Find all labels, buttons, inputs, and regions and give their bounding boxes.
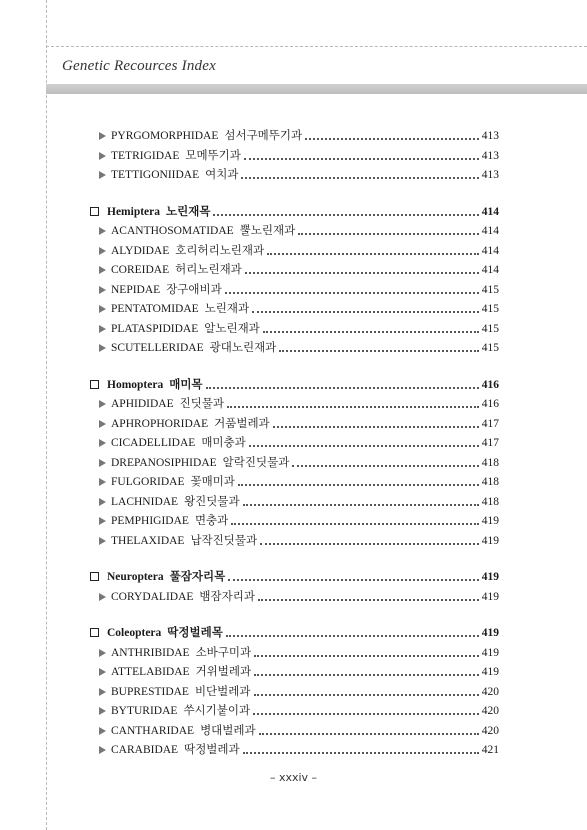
triangle-bullet-icon: [99, 727, 106, 735]
dot-leader: [231, 523, 478, 525]
toc-section-hemiptera[interactable]: [90, 201, 499, 219]
family-name: PLATASPIDIDAE: [111, 322, 199, 335]
header-rule-bar: [46, 84, 587, 94]
entry-page-number: 419: [481, 590, 499, 603]
section-page-number: 416: [481, 378, 499, 391]
entry-page-number: 417: [481, 417, 499, 430]
dot-leader: [226, 635, 479, 637]
triangle-bullet-icon: [99, 344, 106, 352]
family-name: ATTELABIDAE: [111, 666, 190, 678]
family-korean-name: 허리노린재과: [175, 264, 242, 276]
family-korean-name: 장구애비과: [166, 283, 222, 296]
checkbox-square-icon: [90, 207, 99, 216]
section-page-number: 419: [481, 627, 499, 639]
triangle-bullet-icon: [99, 439, 106, 447]
dot-leader: [245, 272, 479, 274]
family-korean-name: 섬서구메뚜기과: [224, 130, 303, 142]
family-name: DREPANOSIPHIDAE: [111, 456, 217, 469]
family-name: APHIDIDAE: [111, 398, 174, 410]
dot-leader: [267, 253, 479, 255]
triangle-bullet-icon: [99, 517, 106, 525]
entry-page-number: 419: [481, 515, 499, 527]
dot-leader: [253, 713, 479, 715]
triangle-bullet-icon: [99, 688, 106, 696]
family-korean-name: 병대벌레과: [200, 724, 256, 737]
toc-entry[interactable]: [99, 145, 499, 163]
entry-page-number: 415: [481, 342, 499, 354]
toc-entry[interactable]: [99, 259, 499, 277]
triangle-bullet-icon: [99, 247, 106, 255]
toc-entry[interactable]: [99, 298, 499, 316]
family-korean-name: 알노린재과: [204, 322, 260, 335]
toc-entry[interactable]: [99, 452, 499, 470]
family-name: CORYDALIDAE: [111, 590, 194, 603]
running-header-title: Genetic Recources Index: [62, 58, 216, 74]
toc-entry[interactable]: [99, 393, 499, 411]
section-name: Hemiptera: [107, 205, 161, 218]
section-name: Homoptera: [107, 378, 164, 391]
entry-page-number: 421: [481, 744, 499, 756]
family-name: TETRIGIDAE: [111, 149, 180, 162]
left-margin-guide: [46, 0, 47, 830]
dot-leader: [227, 406, 479, 408]
triangle-bullet-icon: [99, 537, 106, 545]
dot-leader: [260, 543, 479, 545]
dot-leader: [243, 752, 479, 754]
section-korean-name: 매미목: [169, 378, 203, 391]
triangle-bullet-icon: [99, 459, 106, 467]
checkbox-square-icon: [90, 572, 99, 581]
entry-page-number: 417: [481, 437, 499, 449]
toc-entry[interactable]: [99, 337, 499, 355]
dot-leader: [292, 465, 478, 467]
triangle-bullet-icon: [99, 593, 106, 601]
dot-leader: [249, 445, 479, 447]
dot-leader: [263, 331, 479, 333]
triangle-bullet-icon: [99, 478, 106, 486]
dot-leader: [228, 579, 479, 581]
family-korean-name: 납작진딧물과: [190, 534, 258, 547]
section-page-number: 414: [481, 205, 499, 218]
toc-entry[interactable]: [99, 164, 499, 182]
triangle-bullet-icon: [99, 171, 106, 179]
entry-page-number: 419: [481, 666, 499, 678]
toc-entry[interactable]: [99, 510, 499, 528]
toc-section-neuroptera[interactable]: [90, 566, 499, 584]
family-name: BUPRESTIDAE: [111, 685, 189, 698]
dot-leader: [273, 426, 479, 428]
dot-leader: [206, 387, 479, 389]
family-name: ANTHRIBIDAE: [111, 646, 190, 659]
checkbox-square-icon: [90, 380, 99, 389]
triangle-bullet-icon: [99, 649, 106, 657]
checkbox-square-icon: [90, 628, 99, 637]
entry-page-number: 420: [481, 685, 499, 698]
section-korean-name: 노린재목: [166, 205, 211, 218]
dot-leader: [225, 292, 479, 294]
family-name: LACHNIDAE: [111, 495, 179, 508]
toc-entry[interactable]: [99, 642, 499, 660]
family-name: CANTHARIDAE: [111, 724, 195, 737]
family-korean-name: 소바구미과: [195, 646, 252, 659]
triangle-bullet-icon: [99, 707, 106, 715]
family-korean-name: 뱀잠자리과: [199, 590, 255, 603]
toc-entry[interactable]: [99, 125, 499, 143]
family-name: NEPIDAE: [111, 283, 161, 296]
family-name: BYTURIDAE: [111, 705, 178, 717]
section-korean-name: 풀잠자리목: [169, 571, 226, 583]
family-name: CICADELLIDAE: [111, 437, 196, 449]
entry-page-number: 413: [481, 149, 499, 162]
toc-entry[interactable]: [99, 661, 499, 679]
dot-leader: [254, 674, 479, 676]
dot-leader: [213, 214, 478, 216]
family-korean-name: 쑤시기붙이과: [183, 705, 251, 717]
family-korean-name: 비단벌레과: [194, 685, 251, 698]
entry-page-number: 414: [481, 244, 499, 257]
entry-page-number: 414: [481, 225, 499, 237]
family-name: CARABIDAE: [111, 744, 179, 756]
family-korean-name: 모메뚜기과: [185, 149, 241, 162]
family-name: APHROPHORIDAE: [111, 417, 209, 430]
family-korean-name: 광대노린재과: [209, 342, 277, 354]
family-korean-name: 매미충과: [201, 437, 246, 449]
toc-entry[interactable]: [99, 413, 499, 431]
entry-page-number: 414: [481, 264, 499, 276]
family-korean-name: 거품벌레과: [214, 417, 270, 430]
triangle-bullet-icon: [99, 668, 106, 676]
dot-leader: [258, 599, 479, 601]
family-korean-name: 알락진딧물과: [222, 456, 290, 469]
toc-section-coleoptera[interactable]: [90, 622, 499, 640]
family-korean-name: 호리허리노린재과: [175, 244, 265, 257]
toc-entry[interactable]: [99, 318, 499, 336]
triangle-bullet-icon: [99, 420, 106, 428]
family-korean-name: 뿔노린재과: [239, 225, 296, 237]
dot-leader: [259, 733, 479, 735]
entry-page-number: 419: [481, 646, 499, 659]
family-name: FULGORIDAE: [111, 476, 185, 488]
triangle-bullet-icon: [99, 746, 106, 754]
toc-entry[interactable]: [99, 681, 499, 699]
section-page-number: 419: [481, 571, 499, 583]
family-korean-name: 면충과: [194, 515, 229, 527]
entry-page-number: 418: [481, 495, 499, 508]
page-number: – xxxiv –: [269, 771, 318, 784]
entry-page-number: 420: [481, 705, 499, 717]
section-name: Neuroptera: [107, 571, 164, 583]
toc-entry[interactable]: [99, 586, 499, 604]
family-name: SCUTELLERIDAE: [111, 342, 204, 354]
family-name: PENTATOMIDAE: [111, 303, 199, 315]
dot-leader: [241, 177, 478, 179]
triangle-bullet-icon: [99, 286, 106, 294]
dot-leader: [254, 694, 479, 696]
toc-entry[interactable]: [99, 240, 499, 258]
toc-entry[interactable]: [99, 491, 499, 509]
entry-page-number: 418: [481, 476, 499, 488]
triangle-bullet-icon: [99, 400, 106, 408]
toc-entry[interactable]: [99, 471, 499, 489]
family-korean-name: 왕진딧물과: [184, 495, 240, 508]
triangle-bullet-icon: [99, 325, 106, 333]
family-korean-name: 거위벌레과: [195, 666, 252, 678]
dot-leader: [254, 655, 479, 657]
triangle-bullet-icon: [99, 152, 106, 160]
section-name: Coleoptera: [107, 627, 162, 639]
family-korean-name: 노린재과: [204, 303, 250, 315]
family-name: PEMPHIGIDAE: [111, 515, 189, 527]
triangle-bullet-icon: [99, 498, 106, 506]
family-name: ACANTHOSOMATIDAE: [111, 225, 234, 237]
entry-page-number: 415: [481, 322, 499, 335]
triangle-bullet-icon: [99, 266, 106, 274]
family-name: TETTIGONIIDAE: [111, 169, 200, 181]
toc-entry[interactable]: [99, 530, 499, 548]
family-name: COREIDAE: [111, 264, 170, 276]
dot-leader: [298, 233, 479, 235]
family-name: PYRGOMORPHIDAE: [111, 130, 219, 142]
toc-entry[interactable]: [99, 432, 499, 450]
dot-leader: [243, 504, 479, 506]
triangle-bullet-icon: [99, 305, 106, 313]
dot-leader: [252, 311, 479, 313]
family-korean-name: 딱정벌레과: [184, 744, 240, 756]
family-korean-name: 여치과: [205, 169, 239, 181]
family-name: THELAXIDAE: [111, 534, 185, 547]
entry-page-number: 415: [481, 283, 499, 296]
family-korean-name: 진딧물과: [179, 398, 225, 410]
family-korean-name: 꽃매미과: [190, 476, 235, 488]
toc-entry[interactable]: [99, 720, 499, 738]
entry-page-number: 413: [481, 130, 499, 142]
dot-leader: [244, 158, 479, 160]
entry-page-number: 418: [481, 456, 499, 469]
family-name: ALYDIDAE: [111, 244, 170, 257]
toc-entry[interactable]: [99, 739, 499, 757]
toc-entry[interactable]: [99, 700, 499, 718]
dot-leader: [305, 138, 479, 140]
toc-section-homoptera[interactable]: [90, 374, 499, 392]
section-korean-name: 딱정벌레목: [167, 627, 223, 639]
entry-page-number: 420: [481, 724, 499, 737]
entry-page-number: 415: [481, 303, 499, 315]
entry-page-number: 419: [481, 534, 499, 547]
triangle-bullet-icon: [99, 227, 106, 235]
triangle-bullet-icon: [99, 132, 106, 140]
toc-entry[interactable]: [99, 220, 499, 238]
entry-page-number: 413: [481, 169, 499, 181]
toc-entry[interactable]: [99, 279, 499, 297]
top-margin-guide: [46, 46, 587, 47]
dot-leader: [279, 350, 478, 352]
entry-page-number: 416: [481, 398, 499, 410]
dot-leader: [238, 484, 479, 486]
